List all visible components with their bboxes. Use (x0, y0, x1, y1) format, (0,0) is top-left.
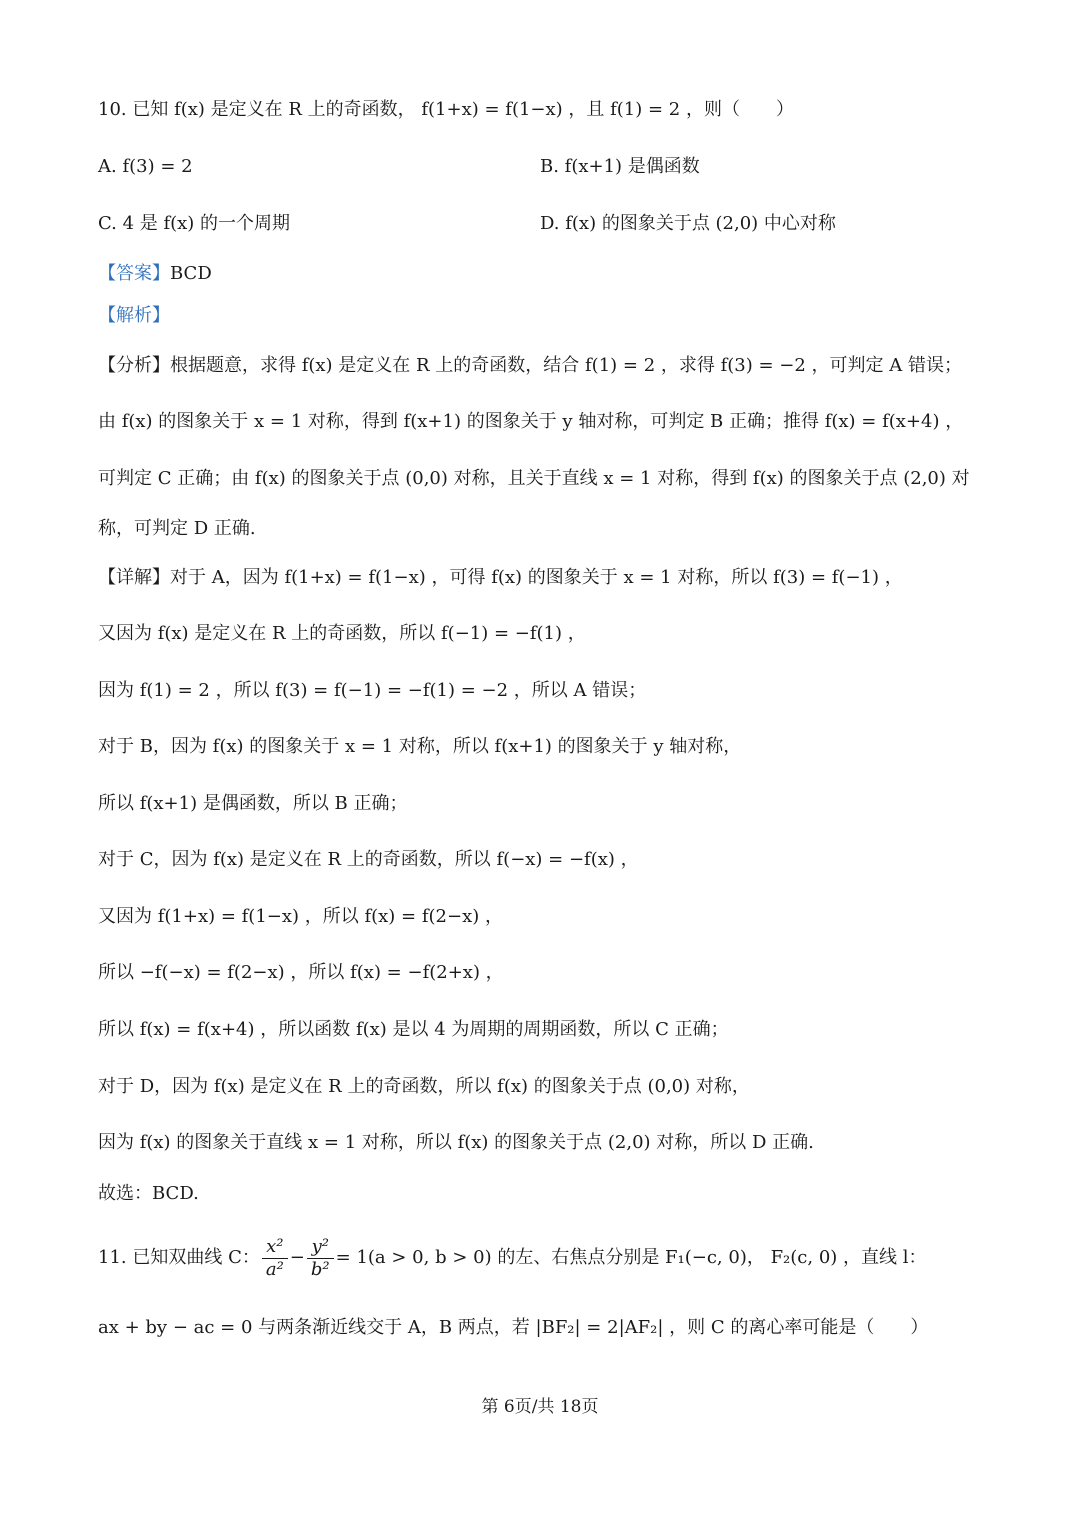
analysis-line-4: 称，可判定 D 正确. (98, 518, 256, 539)
detail-line-4: 对于 B，因为 f(x) 的图象关于 x = 1 对称，所以 f(x+1) 的图象关于 y 轴对称， (98, 736, 742, 757)
q11-stem-line-2: ax + by − ac = 0 与两条渐近线交于 A，B 两点，若 |BF₂| = 2|AF₂| ，则 C 的离心率可能是（ ） (98, 1317, 929, 1338)
fraction-numerator: y² (307, 1236, 334, 1259)
analysis-line-1 (98, 352, 962, 380)
detail-line-9: 所以 f(x) = f(x+4) ，所以函数 f(x) 是以 4 为周期的周期函数，所以 C 正确； (98, 1019, 729, 1040)
detail-line-6: 对于 C，因为 f(x) 是定义在 R 上的奇函数，所以 f(−x) = −f(x) ， (98, 849, 639, 870)
answer-text: BCD (170, 263, 212, 284)
fraction-denominator: a² (265, 1258, 284, 1280)
detail-line-7: 又因为 f(1+x) = f(1−x) ，所以 f(x) = f(2−x) ， (98, 906, 503, 927)
q10-option-c: C. 4 是 f(x) 的一个周期 (98, 213, 291, 234)
fraction-denominator: b² (310, 1258, 330, 1280)
detail-tag: 【详解】 (98, 567, 170, 588)
minus-sign: − (289, 1247, 305, 1268)
analysis-line-2: 由 f(x) 的图象关于 x = 1 对称，得到 f(x+1) 的图象关于 y 轴对称，可判定 B 正确；推得 f(x) = f(x+4) ， (98, 411, 964, 432)
q10-stem: 10. 已知 f(x) 是定义在 R 上的奇函数， f(1+x) = f(1−x) ，且 f(1) = 2 ，则（ ） (98, 99, 794, 120)
fraction-y-over-b (307, 1236, 334, 1281)
detail-line-3: 因为 f(1) = 2 ，所以 f(3) = f(−1) = −f(1) = −2 ，所以 A 错误； (98, 680, 647, 701)
q11-stem-pre: 11. 已知双曲线 C： (98, 1247, 260, 1268)
q11-stem-post: = 1(a > 0, b > 0) 的左、右焦点分别是 F₁(−c, 0)， F₂(c, 0) ，直线 l： (335, 1247, 927, 1268)
q10-option-b: B. f(x+1) 是偶函数 (540, 156, 700, 177)
q10-option-d: D. f(x) 的图象关于点 (2,0) 中心对称 (540, 213, 836, 234)
detail-line-1 (98, 564, 903, 592)
q10-option-a: A. f(3) = 2 (98, 156, 193, 177)
analysis-text-1: 根据题意，求得 f(x) 是定义在 R 上的奇函数，结合 f(1) = 2 ，求得 f(3) = −2 ，可判定 A 错误； (170, 355, 962, 376)
choice-line: 故选：BCD. (98, 1183, 199, 1204)
detail-line-10: 对于 D，因为 f(x) 是定义在 R 上的奇函数，所以 f(x) 的图象关于点 (0,0) 对称， (98, 1076, 750, 1097)
detail-line-5: 所以 f(x+1) 是偶函数，所以 B 正确； (98, 793, 408, 814)
solution-tag: 【解析】 (98, 305, 170, 326)
analysis-tag: 【分析】 (98, 355, 170, 376)
analysis-line-3: 可判定 C 正确；由 f(x) 的图象关于点 (0,0) 对称，且关于直线 x = 1 对称，得到 f(x) 的图象关于点 (2,0) 对 (98, 468, 970, 489)
detail-line-8: 所以 −f(−x) = f(2−x) ，所以 f(x) = −f(2+x) ， (98, 962, 504, 983)
page-footer: 第 6页/共 18页 (481, 1397, 599, 1417)
q11-stem-line-1 (98, 1234, 927, 1282)
fraction-x-over-a (262, 1236, 288, 1281)
detail-line-11: 因为 f(x) 的图象关于直线 x = 1 对称，所以 f(x) 的图象关于点 (2,0) 对称，所以 D 正确. (98, 1132, 814, 1153)
fraction-numerator: x² (262, 1236, 288, 1259)
detail-line-2: 又因为 f(x) 是定义在 R 上的奇函数，所以 f(−1) = −f(1) ， (98, 623, 586, 644)
answer-line (98, 260, 212, 288)
detail-text-1: 对于 A，因为 f(1+x) = f(1−x) ，可得 f(x) 的图象关于 x = 1 对称，所以 f(3) = f(−1) ， (170, 567, 903, 588)
answer-tag: 【答案】 (98, 263, 170, 284)
